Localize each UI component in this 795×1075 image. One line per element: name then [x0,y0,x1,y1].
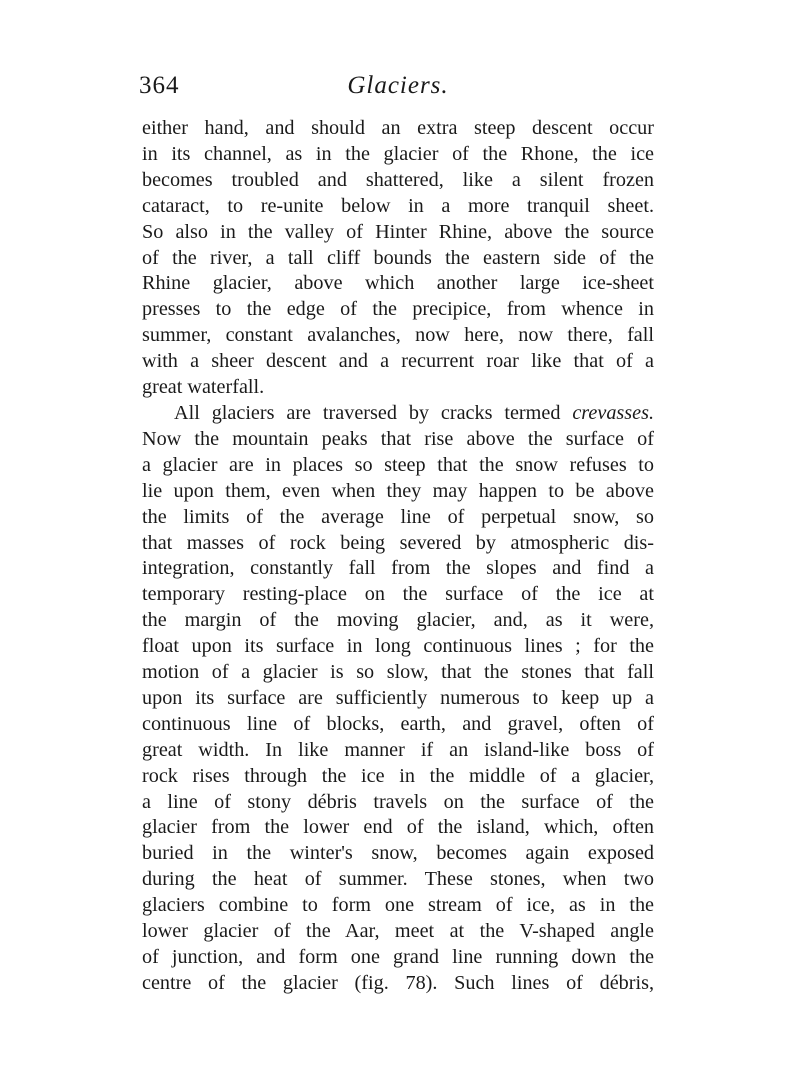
text-line: lower glacier of the Aar, meet at the V-shaped angle [142,920,654,943]
text-line: upon its surface are sufficiently numerous to keep up a [142,686,654,709]
text-line: presses to the edge of the precipice, from whence in [142,298,654,321]
page-number: 364 [139,72,180,99]
paragraph-1 [142,116,654,401]
text-line: Now the mountain peaks that rise above the surface of [142,427,654,450]
paragraph-2 [142,401,654,997]
text-line: glaciers combine to form one stream of ice, as in the [142,894,654,917]
text-line: motion of a glacier is so slow, that the stones that fall [142,661,654,684]
body-text [142,116,654,997]
running-head [139,72,654,106]
text-line: with a sheer descent and a recurrent roar like that of a [142,350,654,373]
paragraph-first-line [142,401,654,427]
text-line: buried in the winter's snow, becomes again exposed [142,842,654,865]
text-line: lie upon them, even when they may happen to be above [142,479,654,502]
text-line: summer, constant avalanches, now here, now there, fall [142,324,654,347]
text-line: the margin of the moving glacier, and, as it were, [142,609,654,632]
running-title: Glaciers. [347,72,449,99]
text-line: float upon its surface in long continuous lines ; for the [142,635,654,658]
text-line: temporary resting-place on the surface of the ice at [142,583,654,606]
text-line: rock rises through the ice in the middle of a glacier, [142,764,654,787]
text-line: So also in the valley of Hinter Rhine, above the source [142,220,654,243]
text-line: glacier from the lower end of the island, which, often [142,816,654,839]
first-line-lead: All glaciers are traversed by cracks termed [174,401,573,424]
text-line: cataract, to re-unite below in a more tranquil sheet. [142,194,654,217]
text-line: the limits of the average line of perpetual snow, so [142,505,654,528]
book-page [139,72,654,997]
text-line: continuous line of blocks, earth, and gravel, often of [142,712,654,735]
text-line: great width. In like manner if an island-like boss of [142,738,654,761]
text-line: becomes troubled and shattered, like a silent frozen [142,168,654,191]
text-line: either hand, and should an extra steep descent occur [142,117,654,139]
text-line: Rhine glacier, above which another large ice-sheet [142,272,654,295]
text-line: a line of stony débris travels on the surface of the [142,790,654,813]
term-crevasses: crevasses. [572,401,654,424]
text-line: a glacier are in places so steep that the snow refuses to [142,453,654,476]
text-line: during the heat of summer. These stones, when two [142,868,654,891]
text-line: great waterfall. [142,376,265,399]
text-line: in its channel, as in the glacier of the Rhone, the ice [142,142,654,165]
text-line: centre of the glacier (fig. 78). Such lines of débris, [142,971,654,994]
text-line: that masses of rock being severed by atmospheric dis- [142,531,654,554]
text-line: integration, constantly fall from the slopes and find a [142,557,654,580]
text-line: of junction, and form one grand line running down the [142,946,654,968]
text-line: of the river, a tall cliff bounds the eastern side of the [142,246,654,269]
